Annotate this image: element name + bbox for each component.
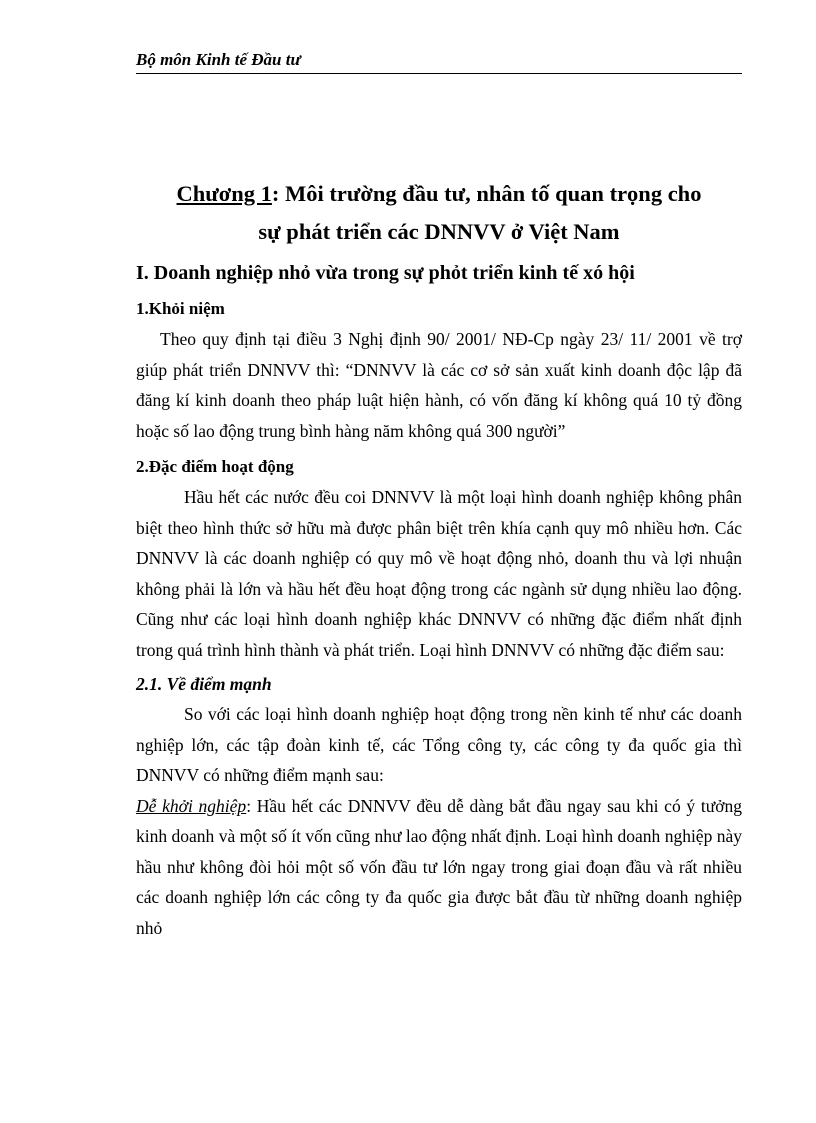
point-label: Dễ khởi nghiệp [136,795,247,816]
paragraph-easy-start [136,791,742,944]
point-text: : Hầu hết các DNNVV đều dễ dàng bắt đầu ngay sau khi có ý tưởng kinh doanh và một số ít vốn cũng như lao động nhất định. Loại hình doanh nghiệp này hầu như không đòi hỏi một số vốn đầu tư lớn ngay trong giai đoạn đầu và rất nhiều các doanh nghiệp lớn các công ty đa quốc gia được bắt đầu từ những doanh nghiệp nhỏ [136,795,742,938]
subsection-heading-strengths: 2.1. Về điểm mạnh [136,674,272,694]
subsection-heading-characteristics: 2.Đặc điểm hoạt động [136,457,294,476]
chapter-title [136,175,742,251]
chapter-title-text1: : Môi trường đầu tư, nhân tố quan trọng cho [271,181,702,206]
paragraph-definition: Theo quy định tại điều 3 Nghị định 90/ 2001/ NĐ-Cp ngày 23/ 11/ 2001 về trợ giúp phát triển DNNVV thì: “DNNVV là các cơ sở sản xuất kinh doanh độc lập đã đăng kí kinh doanh theo pháp luật hiện hành, có vốn đăng kí không quá 10 tỷ đồng hoặc số lao động trung bình hàng năm không quá 300 người” [136,329,742,441]
header-text: Bộ môn Kinh tế Đầu tư [136,50,301,69]
subsection-heading-concept: 1.Khỏi niệm [136,299,225,318]
chapter-label: Chương 1 [176,181,272,206]
paragraph-strengths: So với các loại hình doanh nghiệp hoạt động trong nền kinh tế như các doanh nghiệp lớn, các tập đoàn kinh tế, các Tổng công ty, các công ty đa quốc gia thì DNNVV có những điểm mạnh sau: [136,704,742,785]
document-body [136,258,742,943]
chapter-title-line1 [136,175,742,213]
section-heading: I. Doanh nghiệp nhỏ vừa trong sự phỏt triển kinh tế xó hội [136,262,635,284]
paragraph-characteristics: Hầu hết các nước đều coi DNNVV là một loại hình doanh nghiệp không phân biệt theo hình thức sở hữu mà được phân biệt trên khía cạnh quy mô nhiều hơn. Các DNNVV là các doanh nghiệp có quy mô về hoạt động nhỏ, doanh thu và lợi nhuận không phải là lớn và hầu hết đều hoạt động trong các ngành sử dụng nhiều lao động. Cũng như các loại hình doanh nghiệp khác DNNVV có những đặc điểm nhất định trong quá trình hình thành và phát triển. Loại hình DNNVV có những đặc điểm sau: [136,487,742,660]
chapter-title-line2: sự phát triển các DNNVV ở Việt Nam [258,219,620,244]
page-header [136,50,742,74]
